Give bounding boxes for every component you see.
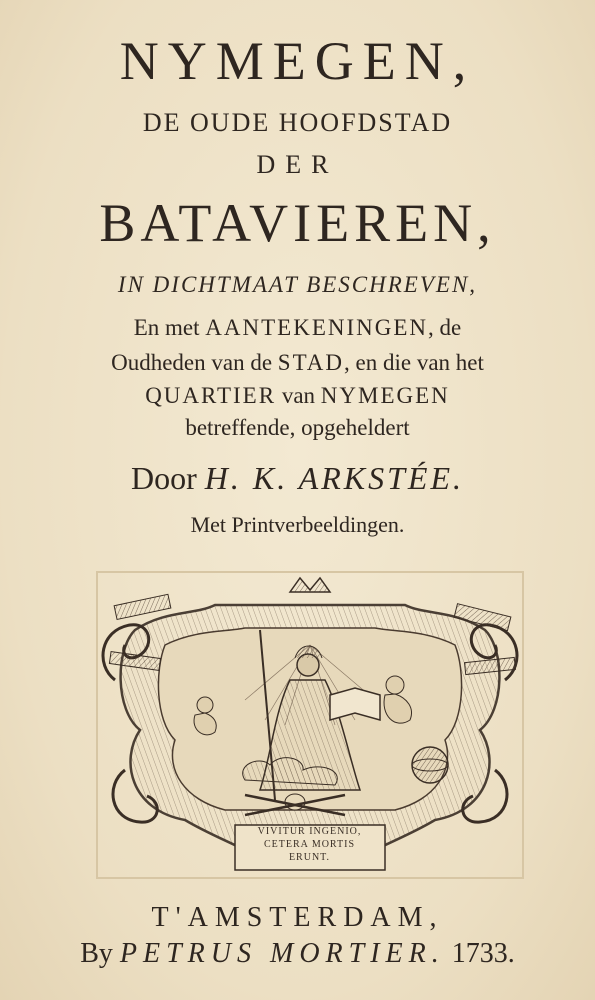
author-prefix: Door [131,460,205,496]
imprint-publisher: PETRUS MORTIER. [119,938,445,969]
subtitle-line-3 [0,383,595,409]
author-line [0,460,595,497]
illustrations-note: Met Printverbeeldingen. [190,512,405,537]
title-dichtmaat: IN DICHTMAAT BESCHREVEN, [117,272,478,297]
subtitle-caps: STAD [277,350,345,375]
imprint-line [0,938,595,970]
subtitle-caps: QUARTIER [145,383,277,408]
imprint-place: T'AMSTERDAM, [151,902,444,933]
subtitle-line-4: betreffende, opgeheldert [185,415,410,440]
subtitle-text: , de [428,315,462,340]
imprint-by: By [80,938,120,969]
subtitle-text: Oudheden van de [111,350,278,375]
title-oude-hoofdstad: DE OUDE HOOFDSTAD [142,108,453,137]
motto-cartouche [237,825,382,873]
title-nymegen: NYMEGEN, [119,31,476,91]
subtitle-line-1 [0,315,595,341]
subtitle-text: En met [133,315,206,340]
subtitle-caps: AANTEKENINGEN [205,315,429,340]
title-der: DER [256,150,339,179]
title-batavieren: BATAVIEREN, [99,193,496,253]
subtitle-text: van [276,383,321,408]
imprint-year: 1733. [444,938,515,969]
motto-line-2: CETERA MORTIS [263,839,356,850]
author-name: H. K. ARKSTÉE. [204,460,464,496]
subtitle-line-2 [0,350,595,376]
subtitle-text: , en die van het [344,350,484,375]
motto-line-1: VIVITUR INGENIO, [257,826,362,837]
subtitle-caps: NYMEGEN [320,383,450,408]
motto-line-3: ERUNT. [288,852,331,863]
